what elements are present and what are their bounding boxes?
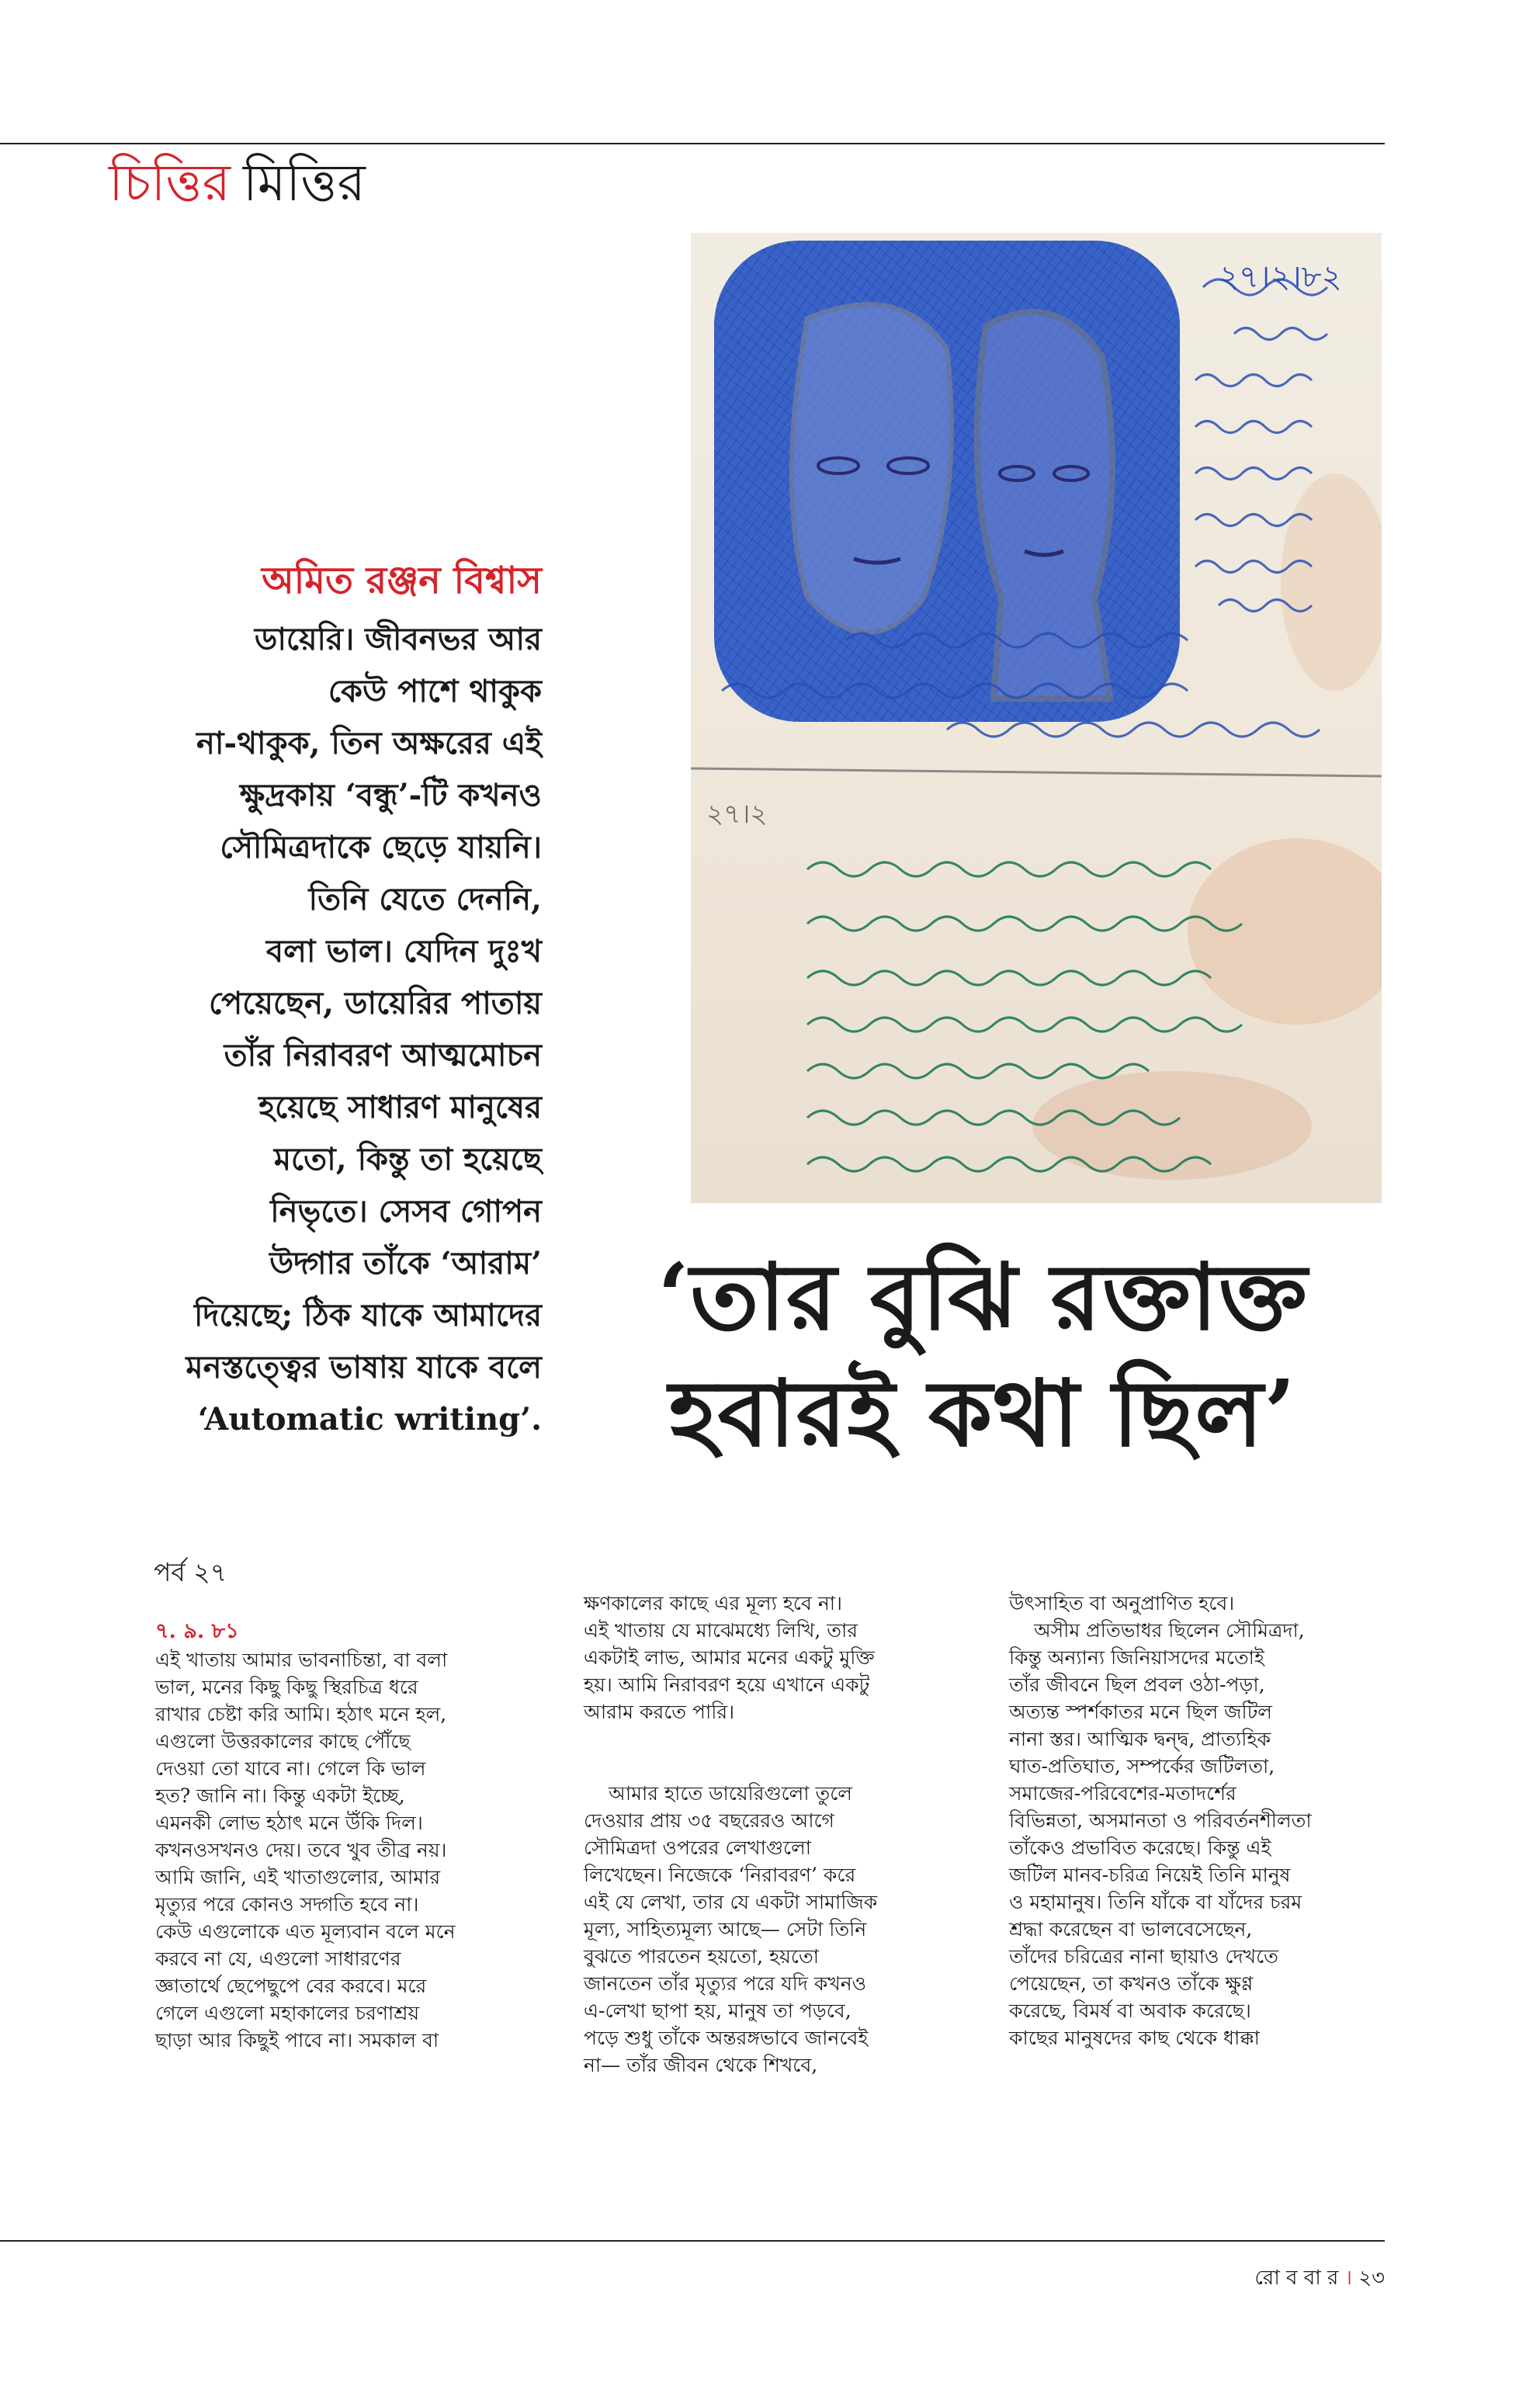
body-line: নানা স্তর। আত্মিক দ্বন্দ্ব, প্রাত্যহিক: [1009, 1728, 1271, 1750]
body-line: রাখার চেষ্টা করি আমি। হঠাৎ মনে হল,: [155, 1703, 447, 1725]
body-column-3: [1009, 1590, 1389, 2051]
body-line: আমার হাতে ডায়েরিগুলো তুলে: [609, 1782, 852, 1805]
section-title-black: মিত্তির: [242, 153, 366, 213]
bottom-rule: [0, 2240, 1385, 2242]
intro-line: উদ্গার তাঁকে ‘আরাম’: [269, 1245, 542, 1281]
body-line: এই খাতায় আমার ভাবনাচিন্তা, বা বলা: [155, 1649, 448, 1671]
body-line: তাঁদের চরিত্রের নানা ছায়াও দেখতে: [1009, 1945, 1278, 1968]
diary-date: ৭. ৯. ৮১: [155, 1619, 239, 1643]
body-line: হয়। আমি নিরাবরণ হয়ে এখানে একটু: [584, 1673, 870, 1696]
body-line: মৃত্যুর পরে কোনও সদ্গতি হবে না।: [155, 1893, 419, 1916]
body-line: পড়ে শুধু তাঁকে অন্তরঙ্গভাবে জানবেই: [584, 2027, 869, 2049]
page-number: ২৩: [1358, 2266, 1385, 2290]
body-line: এগুলো উত্তরকালের কাছে পৌঁছে: [155, 1730, 411, 1753]
intro-line: নিভৃতে। সেসব গোপন: [270, 1193, 542, 1229]
intro-line: মতো, কিন্তু তা হয়েছে: [273, 1141, 542, 1177]
intro-line: তিনি যেতে দেননি,: [308, 881, 542, 917]
body-line: কখনওসখনও দেয়। তবে খুব তীব্র নয়।: [155, 1839, 447, 1861]
intro-line: পেয়েছেন, ডায়েরির পাতায়: [208, 985, 542, 1021]
intro-line: মনস্তত্ত্বের ভাষায় যাকে বলে: [186, 1349, 542, 1386]
body-line: জটিল মানব-চরিত্র নিয়েই তিনি মানুষ: [1009, 1864, 1291, 1886]
body-line: করবে না যে, এগুলো সাধারণের: [155, 1947, 401, 1970]
headline: [581, 1239, 1385, 1472]
body-line: হত? জানি না। কিন্তু একটা ইচ্ছে,: [155, 1784, 405, 1807]
body-line: অত্যন্ত স্পর্শকাতর মনে ছিল জটিল: [1009, 1701, 1272, 1723]
body-line: না— তাঁর জীবন থেকে শিখবে,: [584, 2054, 818, 2076]
body-line: মূল্য, সাহিত্যমূল্য আছে— সেটা তিনি: [584, 1918, 867, 1940]
body-line: জানতেন তাঁর মৃত্যুর পরে যদি কখনও: [584, 1972, 867, 1995]
body-line: এ-লেখা ছাপা হয়, মানুষ তা পড়বে,: [584, 1999, 852, 2022]
intro-line: দিয়েছে; ঠিক যাকে আমাদের: [193, 1297, 542, 1333]
intro-paragraph: [116, 613, 542, 1445]
body-line: কিন্তু অন্যান্য জিনিয়াসদের মতোই: [1009, 1646, 1264, 1669]
body-line: ঘাত-প্রতিঘাত, সম্পর্কের জটিলতা,: [1009, 1755, 1275, 1777]
body-line: পেয়েছেন, তা কখনও তাঁকে ক্ষুণ্ণ: [1009, 1972, 1254, 1995]
intro-line: বলা ভাল। যেদিন দুঃখ: [265, 933, 542, 969]
body-line: ভাল, মনের কিছু কিছু স্থিরচিত্র ধরে: [155, 1676, 418, 1698]
body-line: এই খাতায় যে মাঝেমধ্যে লিখি, তার: [584, 1619, 858, 1642]
body-line: এমনকী লোভ হঠাৎ মনে উঁকি দিল।: [155, 1812, 423, 1834]
intro-line: তাঁর নিরাবরণ আত্মমোচন: [224, 1037, 542, 1073]
body-line: ও মহামানুষ। তিনি যাঁকে বা যাঁদের চরম: [1009, 1891, 1302, 1913]
handwritten-date-top: ২৭।২।৮২: [1219, 259, 1342, 295]
body-column-2: [584, 1590, 964, 2079]
intro-line: ক্ষুদ্রকায় ‘বন্ধু’-টি কখনও: [239, 777, 542, 813]
intro-line: কেউ পাশে থাকুক: [328, 673, 542, 709]
footer-separator: ।: [1344, 2266, 1352, 2290]
intro-line: ‘Automatic writing’.: [197, 1401, 542, 1438]
body-line: কেউ এগুলোকে এত মূল্যবান বলে মনে: [155, 1920, 456, 1943]
body-line: কাছের মানুষদের কাছ থেকে ধাক্কা: [1009, 2027, 1260, 2049]
body-line: শ্রদ্ধা করেছেন বা ভালবেসেছেন,: [1009, 1918, 1253, 1940]
section-title-red: চিত্তির: [109, 153, 231, 213]
body-line: আমি জানি, এই খাতাগুলোর, আমার: [155, 1866, 441, 1888]
intro-line: সৌমিত্রদাকে ছেড়ে যায়নি।: [220, 829, 542, 865]
body-line: বুঝতে পারতেন হয়তো, হয়তো: [584, 1945, 819, 1968]
author-byline: অমিত রঞ্জন বিশ্বাস: [262, 559, 542, 602]
body-line: লিখেছেন। নিজেকে ‘নিরাবরণ’ করে: [584, 1864, 856, 1886]
body-line: সৌমিত্রদা ওপরের লেখাগুলো: [584, 1836, 811, 1859]
body-line: গেলে এগুলো মহাকালের চরণাশ্রয়: [155, 2002, 420, 2024]
body-line: একটাই লাভ, আমার মনের একটু মুক্তি: [584, 1646, 875, 1669]
body-line: করেছে, বিমর্ষ বা অবাক করেছে।: [1009, 1999, 1251, 2022]
body-line: বিভিন্নতা, অসমানতা ও পরিবর্তনশীলতা: [1009, 1809, 1312, 1832]
body-line: জ্ঞাতার্থে ছেপেছুপে বের করবে। মরে: [155, 1975, 427, 1997]
body-line: ছাড়া আর কিছুই পাবে না। সমকাল বা: [155, 2029, 439, 2051]
body-line: দেওয়া তো যাবে না। গেলে কি ভাল: [155, 1757, 426, 1780]
intro-line: হয়েছে সাধারণ মানুষের: [258, 1089, 542, 1125]
diary-photo: [691, 233, 1382, 1203]
body-line: তাঁর জীবনে ছিল প্রবল ওঠা-পড়া,: [1009, 1673, 1265, 1696]
headline-line: হবারই কথা ছিল’: [668, 1359, 1297, 1467]
diary-sketch-illustration: [691, 233, 1382, 1203]
section-title: [109, 155, 366, 212]
page-footer: [1254, 2262, 1385, 2296]
body-line: দেওয়ার প্রায় ৩৫ বছরেরও আগে: [584, 1809, 834, 1832]
headline-line: ‘তার বুঝি রক্তাক্ত: [657, 1243, 1309, 1351]
handwritten-date-lower: ২৭।২: [706, 799, 768, 830]
body-line: সমাজের-পরিবেশের-মতাদর্শের: [1009, 1782, 1237, 1805]
body-line: অসীম প্রতিভাধর ছিলেন সৌমিত্রদা,: [1034, 1619, 1305, 1642]
episode-label: পর্ব ২৭: [154, 1557, 227, 1587]
body-column-1: [155, 1618, 536, 2054]
body-line: আরাম করতে পারি।: [584, 1701, 735, 1723]
body-line: ক্ষণকালের কাছে এর মূল্য হবে না।: [584, 1592, 842, 1614]
top-rule: [0, 143, 1385, 144]
publication-name: রো ব বা র: [1254, 2266, 1339, 2290]
intro-line: ডায়েরি। জীবনভর আর: [254, 621, 542, 657]
intro-line: না-থাকুক, তিন অক্ষরের এই: [196, 725, 542, 761]
body-line: উৎসাহিত বা অনুপ্রাণিত হবে।: [1009, 1592, 1235, 1614]
body-line: এই যে লেখা, তার যে একটা সামাজিক: [584, 1891, 878, 1913]
body-line: তাঁকেও প্রভাবিত করেছে। কিন্তু এই: [1009, 1836, 1271, 1859]
